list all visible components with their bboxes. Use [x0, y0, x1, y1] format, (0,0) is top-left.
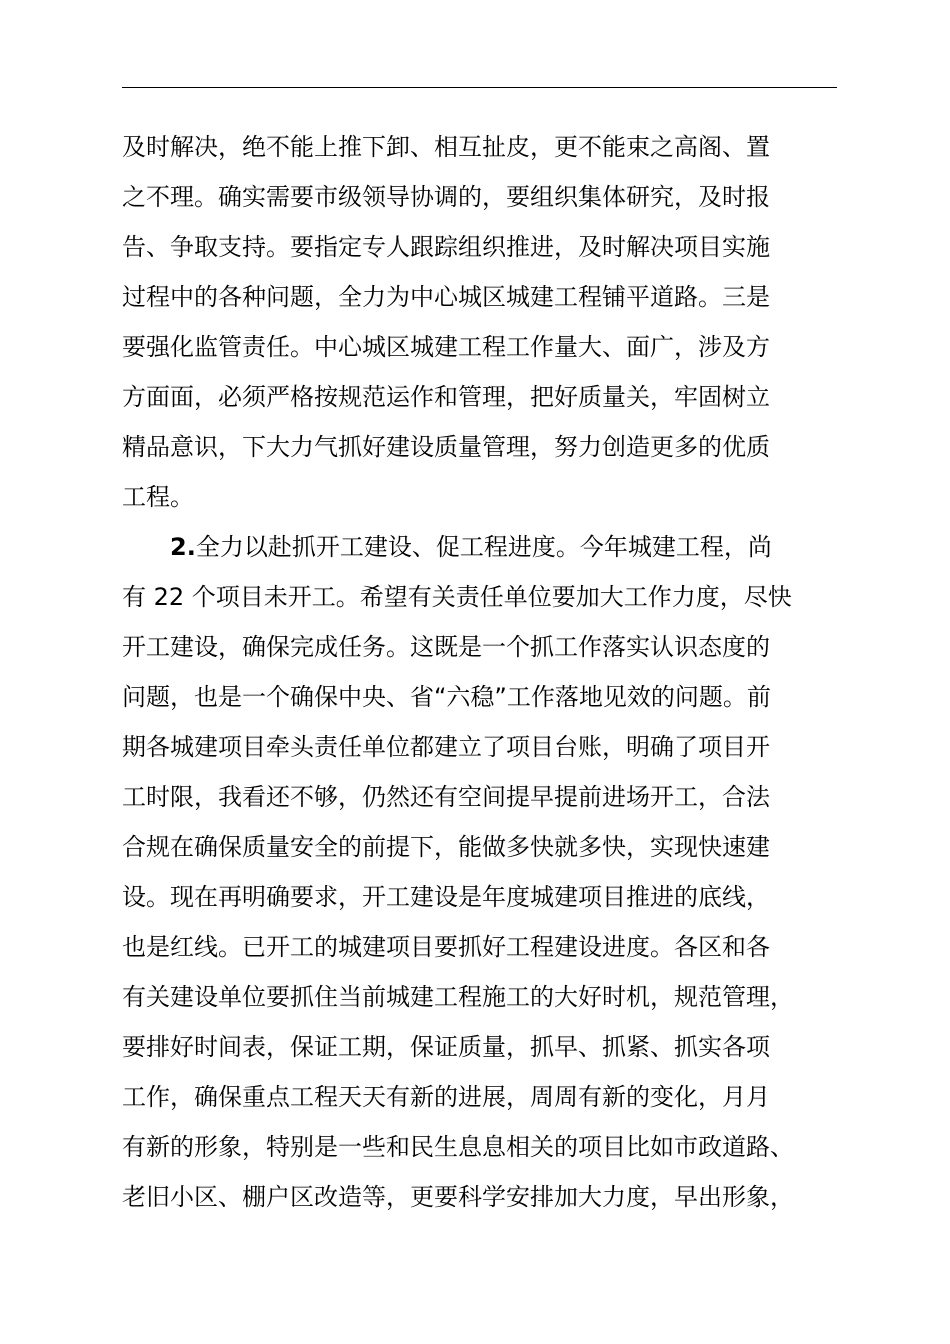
- text-line: 有新的形象，特别是一些和民生息息相关的项目比如市政道路、: [122, 1133, 794, 1161]
- text-line: 工时限，我看还不够，仍然还有空间提早提前进场开工，合法: [122, 783, 770, 811]
- text-line: 要强化监管责任。中心城区城建工程工作量大、面广，涉及方: [122, 333, 770, 361]
- text-line: 设。现在再明确要求，开工建设是年度城建项目推进的底线，: [122, 883, 770, 911]
- text-line: 开工建设，确保完成任务。这既是一个抓工作落实认识态度的: [122, 633, 770, 661]
- text-line: 精品意识，下大力气抓好建设质量管理，努力创造更多的优质: [122, 433, 770, 461]
- text-line: 工作，确保重点工程天天有新的进展，周周有新的变化，月月: [122, 1083, 770, 1111]
- text-line: 过程中的各种问题，全力为中心城区城建工程铺平道路。三是: [122, 283, 770, 311]
- text-line: 合规在确保质量安全的前提下，能做多快就多快，实现快速建: [122, 833, 770, 861]
- section-number: 2.: [170, 533, 196, 561]
- header-rule: [122, 87, 837, 88]
- text-line: 期各城建项目牵头责任单位都建立了项目台账，明确了项目开: [122, 733, 770, 761]
- text-line: 告、争取支持。要指定专人跟踪组织推进，及时解决项目实施: [122, 233, 770, 261]
- text-line: 及时解决，绝不能上推下卸、相互扯皮，更不能束之高阁、置: [122, 133, 770, 161]
- text-line: 要排好时间表，保证工期，保证质量，抓早、抓紧、抓实各项: [122, 1033, 770, 1061]
- text-line: 老旧小区、棚户区改造等，更要科学安排加大力度，早出形象，: [122, 1183, 794, 1211]
- text-line: 问题，也是一个确保中央、省“六稳”工作落地见效的问题。前: [122, 683, 771, 711]
- text-line: 方面面，必须严格按规范运作和管理，把好质量关，牢固树立: [122, 383, 770, 411]
- text-line: 之不理。确实需要市级领导协调的，要组织集体研究，及时报: [122, 183, 770, 211]
- text-line: 工程。: [122, 483, 194, 511]
- section-heading-line: [170, 532, 772, 562]
- text-line: 有关建设单位要抓住当前城建工程施工的大好时机，规范管理，: [122, 983, 794, 1011]
- text-line: 有 22 个项目未开工。希望有关责任单位要加大工作力度，尽快: [122, 583, 792, 611]
- section-heading-text: 全力以赴抓开工建设、促工程进度。今年城建工程，尚: [195, 533, 772, 561]
- text-line: 也是红线。已开工的城建项目要抓好工程建设进度。各区和各: [122, 933, 770, 961]
